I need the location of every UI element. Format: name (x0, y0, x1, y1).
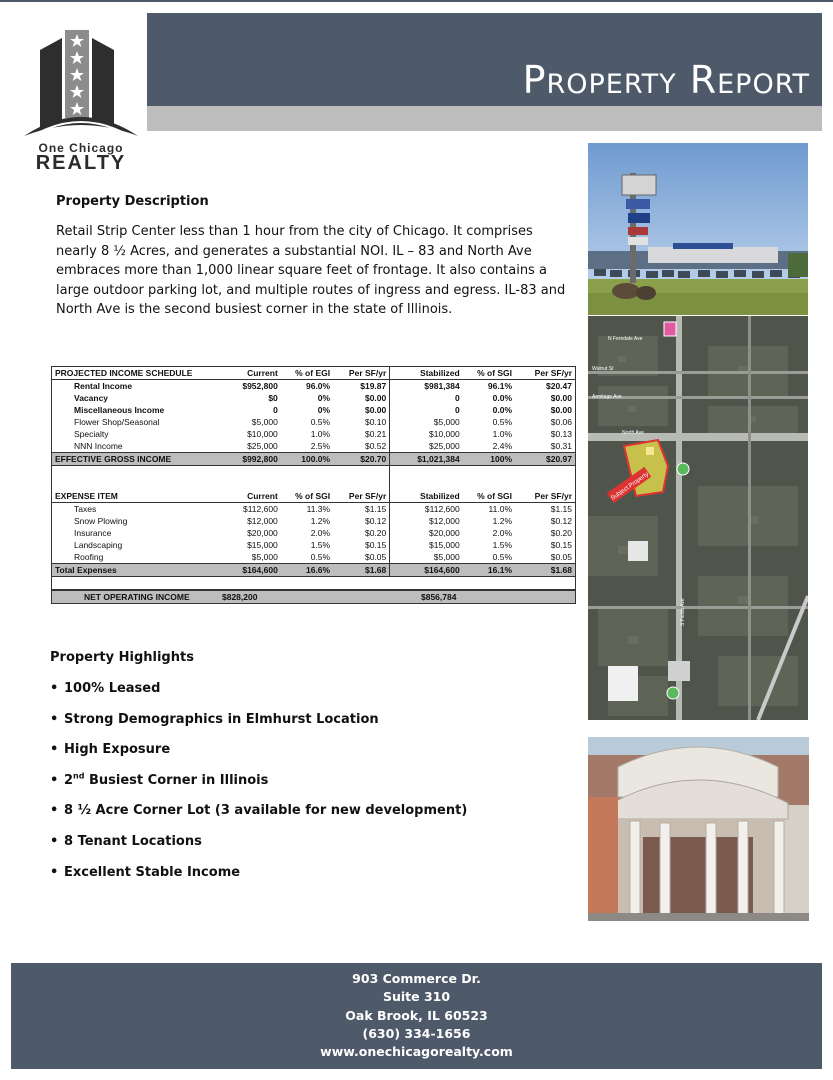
table-cell: 0 (273, 405, 278, 415)
table-cell: $5,000 (251, 417, 278, 427)
table-cell: 2.0% (310, 528, 331, 538)
table-cell: $5,000 (433, 552, 460, 562)
table-cell: $20.47 (546, 381, 572, 391)
top-rule (0, 0, 833, 2)
table-cell: $15,000 (429, 540, 460, 550)
noi-label: NET OPERATING INCOME (84, 592, 190, 602)
company-logo (22, 28, 140, 173)
table-cell: Per SF/yr (333, 490, 390, 503)
table-cell: 0.0% (492, 405, 513, 415)
table-cell: 11.3% (306, 504, 331, 514)
table-cell: 96.0% (305, 381, 331, 391)
table-cell: $0.15 (550, 540, 572, 550)
aerial-map (588, 316, 808, 720)
table-cell: $992,800 (226, 453, 280, 466)
table-cell: EFFECTIVE GROSS INCOME (52, 453, 226, 466)
table-cell: Specialty (74, 429, 109, 439)
table-cell: $20.97 (515, 453, 575, 466)
table-row (52, 392, 575, 404)
table-cell: $10,000 (429, 429, 460, 439)
description-body: Retail Strip Center less than 1 hour from the city of Chicago. It comprises nearly 8 ½ Acres, and generates a substantial NOI. IL – 83 and North Ave embraces more than 1,000 linear square feet of frontage. It also contains a large outdoor parking lot, and multiple routes of ingress and egress. IL-83 and North Ave is the second busiest corner in the state of Illinois. (56, 224, 566, 318)
table-cell: $20,000 (429, 528, 460, 538)
table-row (52, 539, 575, 551)
footer-suite: Suite 310 (382, 989, 451, 1005)
header-gray-bar (147, 106, 822, 131)
table-cell: 1.2% (310, 516, 331, 526)
table-cell: $12,000 (429, 516, 460, 526)
table-cell: $0.12 (364, 516, 387, 526)
table-row (52, 551, 575, 564)
table-cell: $10,000 (247, 429, 278, 439)
table-cell: $952,800 (242, 381, 278, 391)
table-cell: 16.6% (281, 564, 333, 577)
table-cell: 0.5% (310, 417, 331, 427)
table-cell: $20,000 (247, 528, 278, 538)
storefront-photo (588, 143, 808, 315)
table-cell: 1.0% (492, 429, 513, 439)
building-stars-icon (22, 28, 140, 140)
highlight-item: • Excellent Stable Income (50, 860, 467, 891)
table-cell: $5,000 (433, 417, 460, 427)
income-header-row (52, 367, 575, 380)
noi-row (52, 589, 575, 603)
table-cell: $981,384 (424, 381, 460, 391)
table-cell: Vacancy (74, 393, 109, 403)
table-cell: 100.0% (281, 453, 333, 466)
table-cell: Stabilized (400, 490, 463, 503)
map-street-label: Armitage Ave (592, 394, 622, 400)
table-cell: 1.5% (310, 540, 331, 550)
table-cell: Roofing (74, 552, 104, 562)
table-cell: % of EGI (281, 367, 333, 380)
table-cell: 0% (317, 405, 331, 415)
table-cell: Per SF/yr (333, 367, 390, 380)
map-street-label: North Ave (622, 430, 644, 436)
map-street-label: Walnut St (592, 366, 614, 372)
table-cell: Taxes (74, 504, 97, 514)
table-cell: $0.15 (364, 540, 387, 550)
income-expense-table (51, 366, 576, 604)
table-cell: $1.15 (364, 504, 387, 514)
table-cell: $12,000 (247, 516, 278, 526)
table-cell: $112,600 (424, 504, 460, 514)
table-cell: 0% (317, 393, 331, 403)
table-cell: $0.00 (550, 393, 572, 403)
table-cell: $0.52 (364, 441, 387, 451)
table-cell: $19.87 (360, 381, 387, 391)
highlights-list (50, 676, 467, 890)
footer-phone: (630) 334-1656 (362, 1025, 471, 1041)
table-cell: Per SF/yr (515, 367, 575, 380)
table-row (52, 428, 575, 440)
table-cell: NNN Income (74, 441, 123, 451)
table-cell: $0.00 (550, 405, 572, 415)
table-cell: $5,000 (251, 552, 278, 562)
table-cell: 0.5% (492, 417, 513, 427)
table-cell: Flower Shop/Seasonal (74, 417, 160, 427)
footer-website[interactable]: www.onechicagorealty.com (320, 1044, 513, 1060)
table-cell: Snow Plowing (74, 516, 128, 526)
table-cell: $0.20 (364, 528, 387, 538)
table-cell: % of SGI (281, 490, 333, 503)
building-photo (588, 737, 809, 921)
table-cell: $0.10 (364, 417, 387, 427)
table-cell: 96.1% (487, 381, 513, 391)
table-row (52, 404, 575, 416)
highlight-item: • 8 Tenant Locations (50, 829, 467, 860)
table-cell: Miscellaneous Income (74, 405, 165, 415)
table-cell: % of SGI (463, 490, 515, 503)
table-cell: $0.21 (364, 429, 387, 439)
table-cell: 11.0% (488, 504, 513, 514)
table-cell: PROJECTED INCOME SCHEDULE (52, 367, 226, 380)
income-total-row (52, 453, 575, 466)
map-subject-label: Subject Property (610, 471, 651, 502)
table-cell: 16.1% (463, 564, 515, 577)
description-heading: Property Description (56, 194, 209, 209)
table-cell: $15,000 (247, 540, 278, 550)
table-cell: $0.05 (550, 552, 572, 562)
table-cell: $1.68 (333, 564, 390, 577)
table-cell: $1.15 (550, 504, 572, 514)
noi-stabilized: $856,784 (421, 592, 457, 602)
highlights-heading: Property Highlights (50, 650, 194, 665)
table-cell: $164,600 (400, 564, 463, 577)
table-cell: $25,000 (429, 441, 460, 451)
table-cell: 0.0% (492, 393, 513, 403)
table-cell: 2.5% (310, 441, 331, 451)
table-cell: 1.2% (492, 516, 513, 526)
table-cell: 0.5% (310, 552, 331, 562)
footer-address: 903 Commerce Dr. (352, 971, 481, 986)
highlight-item: • 8 ½ Acre Corner Lot (3 available for new development) (50, 798, 467, 829)
table-cell: Current (226, 490, 280, 503)
table-cell: 2.0% (492, 528, 513, 538)
table-row (52, 515, 575, 527)
header-banner (147, 13, 822, 106)
table-cell: $112,600 (242, 504, 278, 514)
highlight-item: • Strong Demographics in Elmhurst Location (50, 707, 467, 738)
table-cell: $0.05 (364, 552, 387, 562)
table-cell: Per SF/yr (515, 490, 575, 503)
table-cell: 0 (455, 393, 460, 403)
table-cell: 100% (463, 453, 515, 466)
table-row (52, 416, 575, 428)
contact-footer (11, 963, 822, 1069)
map-street-label: N Ferndale Ave (608, 336, 643, 342)
expense-header-row (52, 490, 575, 503)
table-cell: 1.0% (310, 429, 331, 439)
table-cell: $25,000 (247, 441, 278, 451)
table-cell: $0 (268, 393, 278, 403)
page-title: Property Report (522, 58, 810, 102)
map-street-label: S Fields Ave (680, 598, 686, 626)
table-row (52, 503, 575, 516)
table-cell: $0.00 (364, 393, 387, 403)
table-cell: 1.5% (492, 540, 513, 550)
noi-current: $828,200 (222, 592, 258, 602)
table-cell: $0.12 (550, 516, 572, 526)
table-row (52, 440, 575, 453)
table-cell: EXPENSE ITEM (52, 490, 226, 503)
table-cell: $0.31 (550, 441, 572, 451)
table-cell: % of SGI (463, 367, 515, 380)
table-cell: $1,021,384 (400, 453, 463, 466)
table-cell: $0.00 (364, 405, 387, 415)
table-cell: $0.13 (550, 429, 572, 439)
table-cell: Insurance (74, 528, 112, 538)
highlight-item: • High Exposure (50, 737, 467, 768)
table-cell: 2.4% (492, 441, 513, 451)
table-cell: Current (226, 367, 280, 380)
table-cell: $1.68 (515, 564, 575, 577)
table-row (52, 380, 575, 393)
table-cell: 0.5% (492, 552, 513, 562)
table-cell: Rental Income (74, 381, 133, 391)
table-cell: Total Expenses (52, 564, 226, 577)
highlight-item: • 2nd Busiest Corner in Illinois (50, 768, 467, 799)
table-cell: 0 (455, 405, 460, 415)
table-cell: $20.70 (333, 453, 390, 466)
logo-line-1: One Chicago (38, 141, 124, 155)
financial-grid (52, 367, 575, 577)
table-cell: Stabilized (400, 367, 463, 380)
footer-city: Oak Brook, IL 60523 (345, 1007, 488, 1023)
table-cell: $164,600 (226, 564, 280, 577)
table-row (52, 527, 575, 539)
expense-total-row (52, 564, 575, 577)
logo-line-2: REALTY (35, 152, 127, 174)
highlight-item: • 100% Leased (50, 676, 467, 707)
table-cell: $0.20 (550, 528, 572, 538)
table-cell: Landscaping (74, 540, 123, 550)
table-cell: $0.06 (550, 417, 572, 427)
